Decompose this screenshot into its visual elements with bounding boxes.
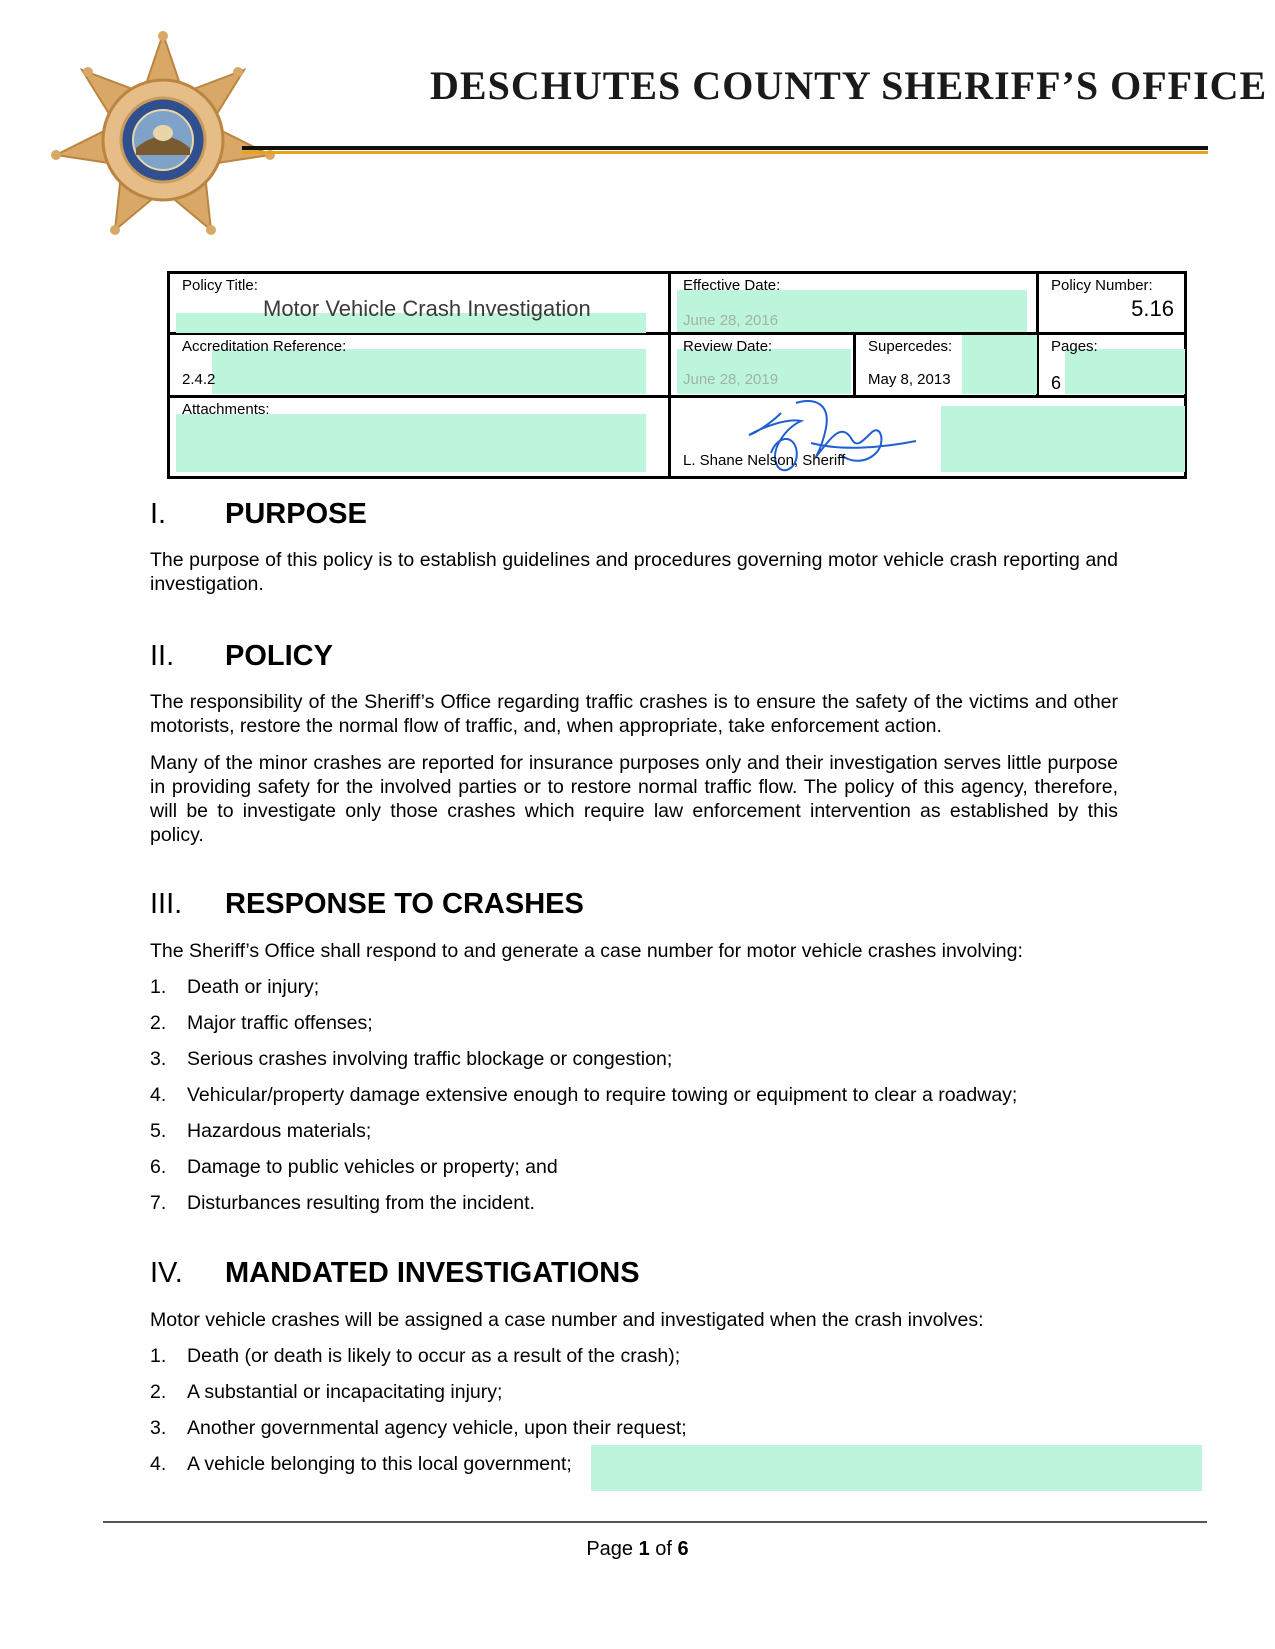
pages-value: 6 (1051, 372, 1062, 393)
accreditation-cell (169, 333, 670, 396)
highlight-region (176, 414, 646, 472)
policy-number-value: 5.16 (1131, 296, 1174, 321)
list-item: 4. Vehicular/property damage extensive enough to require towing or equipment to clear a roadway; (150, 1084, 1018, 1106)
list-item: 5. Hazardous materials; (150, 1120, 372, 1142)
sheriff-badge-logo (48, 30, 278, 250)
review-date-value: June 28, 2019 (683, 370, 779, 388)
effective-date-label: Effective Date: (683, 277, 781, 294)
list-item: 1. Death or injury; (150, 976, 320, 998)
pages-cell (1038, 333, 1186, 396)
section-heading (150, 640, 333, 673)
list-item: 3. Another governmental agency vehicle, upon their request; (150, 1417, 687, 1439)
section-title: POLICY (225, 640, 333, 672)
effective-date-value: June 28, 2016 (683, 312, 779, 329)
section-heading (150, 498, 367, 531)
attachments-label: Attachments: (182, 400, 270, 418)
section-numeral: III. (150, 888, 183, 920)
highlight-region (962, 335, 1037, 394)
section-heading (150, 1257, 640, 1290)
footer-rule (103, 1521, 1207, 1523)
supercedes-value: May 8, 2013 (868, 370, 951, 388)
purpose-paragraph: The purpose of this policy is to establish guidelines and procedures governing motor vehicle crash reporting and investigation. (150, 549, 1118, 595)
review-date-label: Review Date: (683, 337, 773, 355)
highlight-region (1065, 349, 1185, 394)
supercedes-label: Supercedes: (868, 337, 953, 355)
policy-number-cell (1038, 273, 1186, 334)
policy-paragraph: Many of the minor crashes are reported for insurance purposes only and their investigation serves little purpose in providing safety for the involved parties or to restore normal traffic flow. The policy of this agency, therefore, will be to investigate only those crashes which require law enforcement intervention as established by this policy. (150, 752, 1118, 846)
section-numeral: I. (150, 498, 167, 530)
signature-image (741, 393, 921, 483)
signature-cell (670, 396, 1186, 477)
policy-title-value: Motor Vehicle Crash Investigation (263, 296, 591, 321)
accreditation-value: 2.4.2 (182, 370, 216, 388)
attachments-cell (169, 396, 670, 477)
policy-number-label: Policy Number: (1051, 277, 1153, 294)
policy-info-table (167, 271, 1187, 479)
section-title: RESPONSE TO CRASHES (225, 888, 584, 920)
response-intro: The Sheriff’s Office shall respond to and generate a case number for motor vehicle crashes involving: (150, 940, 1023, 962)
accreditation-label: Accreditation Reference: (182, 337, 347, 355)
section-numeral: IV. (150, 1257, 183, 1289)
effective-date-cell (670, 273, 1038, 334)
list-item: 7. Disturbances resulting from the incident. (150, 1192, 535, 1214)
review-date-cell (670, 333, 855, 396)
list-item: 2. Major traffic offenses; (150, 1012, 373, 1034)
policy-paragraph: The responsibility of the Sheriff’s Office regarding traffic crashes is to ensure the safety of the victims and other motorists, restore the normal flow of traffic, and, when appropriate, take enforcement action. (150, 691, 1118, 737)
section-title: PURPOSE (225, 498, 367, 530)
section-heading (150, 888, 584, 921)
list-item: 2. A substantial or incapacitating injury; (150, 1381, 503, 1403)
highlight-region (591, 1445, 1202, 1491)
mandated-intro: Motor vehicle crashes will be assigned a case number and investigated when the crash involves: (150, 1309, 984, 1331)
list-item: 3. Serious crashes involving traffic blockage or congestion; (150, 1048, 673, 1070)
header-rule-gold (242, 151, 1208, 154)
policy-title-label: Policy Title: (182, 277, 258, 294)
highlight-region (941, 406, 1185, 472)
highlight-region (212, 349, 646, 394)
list-item: 4. A vehicle belonging to this local government; (150, 1453, 572, 1475)
list-item: 1. Death (or death is likely to occur as a result of the crash); (150, 1345, 681, 1367)
section-title: MANDATED INVESTIGATIONS (225, 1257, 640, 1289)
list-item: 6. Damage to public vehicles or property; and (150, 1156, 558, 1178)
pages-label: Pages: (1051, 337, 1098, 355)
office-name-heading: DESCHUTES COUNTY SHERIFF’S OFFICE (430, 63, 1268, 108)
page-indicator: Page 1 of 6 (586, 1538, 689, 1560)
signer-name: L. Shane Nelson, Sheriff (683, 451, 846, 469)
header-rule-black (242, 146, 1208, 150)
policy-title-cell (169, 273, 670, 334)
supercedes-cell (855, 333, 1038, 396)
section-numeral: II. (150, 640, 175, 672)
